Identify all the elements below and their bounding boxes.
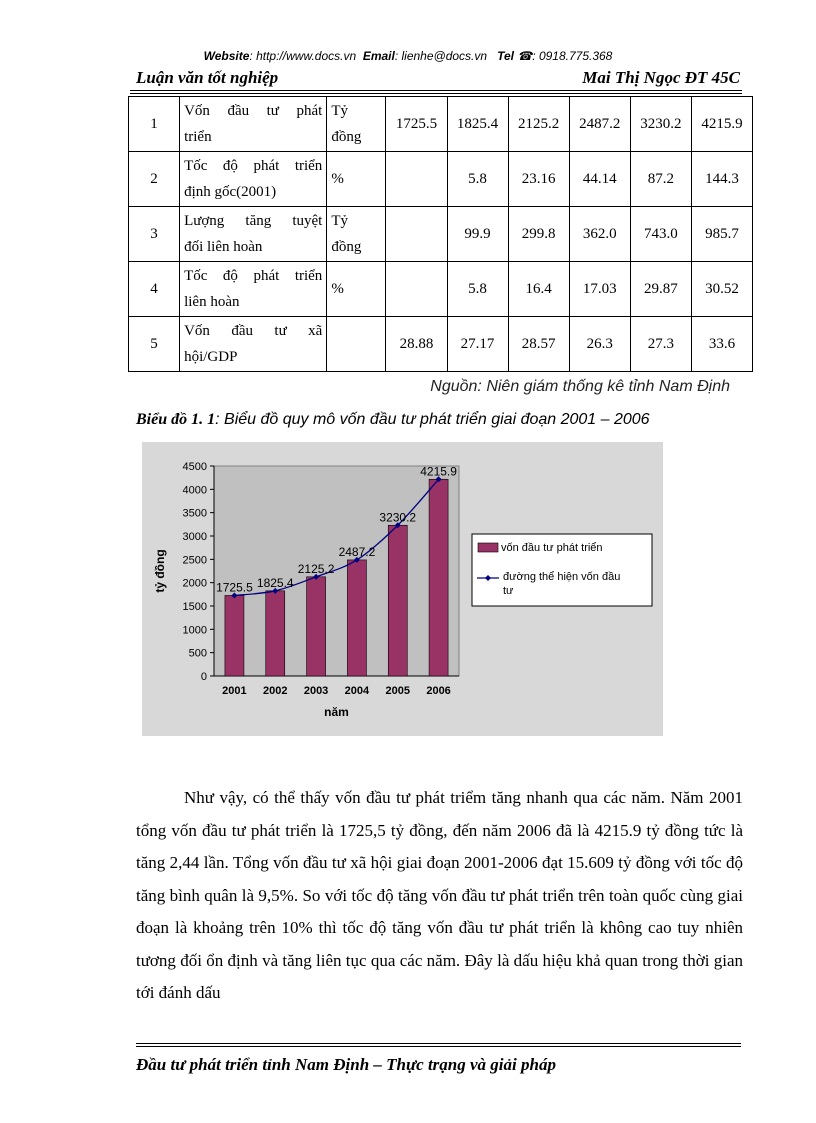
- y-axis-title: tỷ đồng: [153, 549, 167, 593]
- data-label: 1725.5: [216, 580, 253, 595]
- unit-cell: [327, 152, 386, 207]
- value-cell: [386, 262, 447, 317]
- indicator-name: [180, 317, 327, 372]
- value-cell: 30.52: [691, 262, 752, 317]
- phone-icon: ☎: [517, 49, 533, 63]
- x-axis-title: năm: [324, 705, 349, 719]
- indicator-name: [180, 262, 327, 317]
- indicator-line-2: định gốc(2001): [184, 184, 277, 200]
- investment-table: [128, 96, 753, 372]
- x-tick-label: 2002: [263, 685, 288, 697]
- caption-text: : Biểu đồ quy mô vốn đầu tư phát triển giai đoạn 2001 – 2006: [215, 411, 650, 428]
- indicator-name: [180, 207, 327, 262]
- bar: [225, 595, 244, 676]
- email-label: Email: [362, 49, 395, 63]
- table-row: [129, 262, 753, 317]
- data-label: 2125.2: [297, 561, 335, 576]
- footer-double-rule: [136, 1043, 741, 1047]
- y-tick-label: 3500: [182, 507, 207, 520]
- indicator-line-1: Lượng tăng tuyệt: [184, 213, 323, 229]
- y-tick-label: 0: [200, 671, 207, 683]
- y-tick-label: 4000: [182, 484, 207, 497]
- unit-cell: [327, 262, 386, 317]
- row-number: 1: [129, 97, 180, 152]
- unit-line-1: Tỷ: [331, 213, 348, 229]
- x-tick-label: 2005: [385, 685, 410, 697]
- value-cell: 3230.2: [630, 97, 691, 152]
- investment-chart: [142, 442, 663, 736]
- indicator-line-2: triển: [184, 129, 212, 145]
- value-cell: 28.88: [386, 317, 447, 372]
- website-label: Website: [203, 49, 250, 63]
- body-text: [136, 782, 743, 1010]
- header-left-title: Luận văn tốt nghiệp: [136, 68, 279, 87]
- value-cell: 4215.9: [691, 97, 752, 152]
- value-cell: 27.3: [630, 317, 691, 372]
- indicator-line-1: Vốn đầu tư phát: [184, 103, 323, 119]
- bar: [429, 479, 448, 676]
- indicator-name: [180, 152, 327, 207]
- row-number: 3: [129, 207, 180, 262]
- indicator-line-1: Tốc độ phát triển: [184, 158, 323, 174]
- value-cell: 27.17: [447, 317, 508, 372]
- x-tick-label: 2004: [344, 685, 370, 697]
- x-tick-label: 2003: [303, 685, 329, 697]
- website-contact-line: [0, 49, 816, 63]
- value-cell: 362.0: [569, 207, 630, 262]
- unit-line-2: đồng: [331, 239, 362, 255]
- source-note: Nguồn: Niên giám thống kê tỉnh Nam Định: [430, 378, 730, 395]
- row-number: 4: [129, 262, 180, 317]
- unit-line-1: %: [331, 281, 344, 297]
- value-cell: 5.8: [447, 262, 508, 317]
- value-cell: 44.14: [569, 152, 630, 207]
- table-row: [129, 152, 753, 207]
- y-tick-label: 1500: [182, 601, 207, 613]
- table-row: [129, 317, 753, 372]
- bar: [388, 525, 407, 676]
- indicator-line-2: liên hoàn: [184, 294, 240, 310]
- body-paragraph: Như vậy, có thể thấy vốn đầu tư phát triểm tăng nhanh qua các năm. Năm 2001 tổng vốn đầu tư phát triển là 1725,5 tỷ đồng, đến năm 2006 đã là 4215.9 tỷ đồng tức là tăng 2,44 lần. Tổng vốn đầu tư xã hội giai đoạn 2001-2006 đạt 15.609 tỷ đồng với tốc độ tăng bình quân là 9,5%. So với tốc độ tăng vốn đầu tư phát triển trên toàn quốc cùng giai đoạn là khoảng trên 10% thì tốc độ tăng vốn đầu tư phát triển là không cao tuy nhiên tương đối ổn định và tăng liên tục qua các năm. Đây là dấu hiệu khả quan trong thời gian tới đánh dấu: [136, 788, 743, 1002]
- tel-label: Tel: [497, 49, 514, 63]
- legend-line-label: đường thể hiện vốn đầu: [503, 571, 621, 583]
- data-label: 3230.2: [379, 510, 417, 525]
- chart-container: [142, 442, 663, 736]
- value-cell: 1725.5: [386, 97, 447, 152]
- value-cell: 16.4: [508, 262, 569, 317]
- unit-cell: [327, 97, 386, 152]
- indicator-line-1: Vốn đầu tư xã: [184, 323, 323, 339]
- header-double-rule: [130, 90, 742, 94]
- legend-line-label-cont: tư: [503, 585, 514, 597]
- table-row: [129, 97, 753, 152]
- value-cell: 5.8: [447, 152, 508, 207]
- value-cell: 99.9: [447, 207, 508, 262]
- value-cell: [386, 207, 447, 262]
- value-cell: 87.2: [630, 152, 691, 207]
- value-cell: 2125.2: [508, 97, 569, 152]
- unit-line-1: Tỷ: [331, 103, 348, 119]
- y-tick-label: 2500: [182, 554, 207, 567]
- page-footer: Đầu tư phát triển tỉnh Nam Định – Thực trạng và giải pháp: [136, 1055, 556, 1074]
- data-label: 4215.9: [420, 464, 457, 479]
- legend-bar-swatch: [478, 543, 498, 552]
- y-tick-label: 1000: [182, 624, 207, 637]
- value-cell: 23.16: [508, 152, 569, 207]
- page-header: [130, 68, 742, 90]
- row-number: 5: [129, 317, 180, 372]
- y-tick-label: 2000: [182, 577, 207, 590]
- value-cell: 33.6: [691, 317, 752, 372]
- unit-cell: [327, 207, 386, 262]
- bar: [266, 591, 285, 676]
- caption-label: Biểu đồ 1. 1: [136, 411, 216, 428]
- indicator-line-1: Tốc độ phát triển: [184, 268, 323, 284]
- email-value[interactable]: : lienhe@docs.vn: [394, 49, 488, 63]
- website-url[interactable]: : http://www.docs.vn: [249, 49, 357, 63]
- value-cell: 144.3: [691, 152, 752, 207]
- value-cell: 985.7: [691, 207, 752, 262]
- table-row: [129, 207, 753, 262]
- bar: [307, 577, 326, 676]
- legend-bar-label: vốn đầu tư phát triển: [501, 542, 603, 554]
- unit-line-2: đồng: [331, 129, 362, 145]
- header-right-title: Mai Thị Ngọc ĐT 45C: [582, 68, 740, 87]
- value-cell: [386, 152, 447, 207]
- value-cell: 17.03: [569, 262, 630, 317]
- bar: [347, 560, 366, 676]
- indicator-line-2: hội/GDP: [184, 349, 238, 365]
- row-number: 2: [129, 152, 180, 207]
- value-cell: 29.87: [630, 262, 691, 317]
- x-tick-label: 2001: [222, 685, 247, 697]
- x-tick-label: 2006: [426, 685, 451, 697]
- value-cell: 26.3: [569, 317, 630, 372]
- indicator-name: [180, 97, 327, 152]
- value-cell: 299.8: [508, 207, 569, 262]
- unit-cell: [327, 317, 386, 372]
- y-tick-label: 3000: [182, 531, 207, 543]
- value-cell: 1825.4: [447, 97, 508, 152]
- indicator-line-2: đối liên hoàn: [184, 239, 263, 255]
- data-label: 2487.2: [338, 544, 376, 559]
- unit-line-1: %: [331, 171, 344, 187]
- value-cell: 743.0: [630, 207, 691, 262]
- value-cell: 28.57: [508, 317, 569, 372]
- value-cell: 2487.2: [569, 97, 630, 152]
- y-tick-label: 4500: [182, 461, 207, 473]
- figure-caption: [136, 411, 650, 429]
- tel-value: : 0918.775.368: [532, 49, 613, 63]
- data-label: 1825.4: [256, 575, 294, 590]
- y-tick-label: 500: [188, 647, 207, 660]
